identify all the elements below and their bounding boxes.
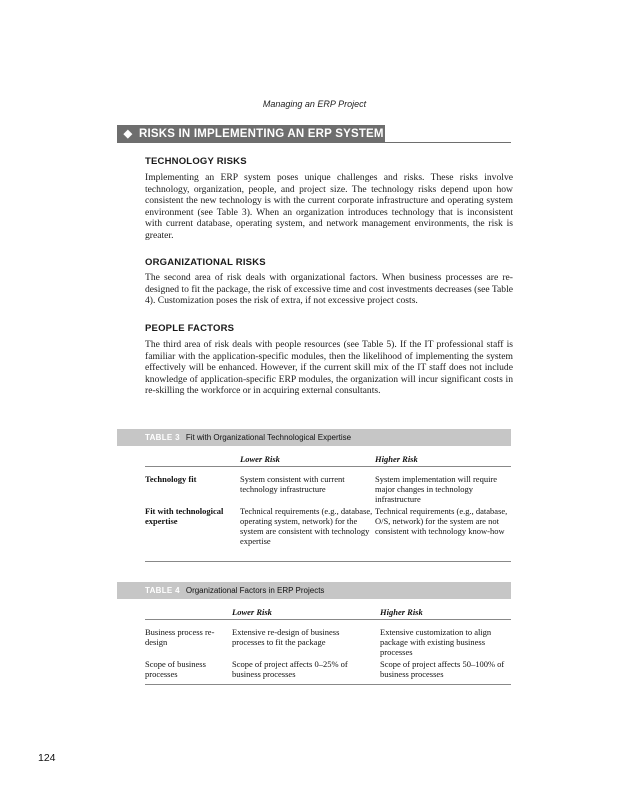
table3-row2-factor: Fit with technological expertise	[145, 506, 224, 526]
table3-caption-bar	[117, 429, 511, 446]
table4-row2-factor: Scope of business processes	[145, 659, 206, 679]
section-banner	[117, 125, 385, 143]
section-banner-rule	[117, 142, 511, 143]
table3-bottom-rule	[145, 561, 511, 562]
heading-technology-risks: TECHNOLOGY RISKS	[145, 156, 247, 167]
page-number: 124	[38, 752, 56, 764]
table4-row1-higher: Extensive customization to align package with existing business processes	[380, 627, 492, 657]
heading-people-factors: PEOPLE FACTORS	[145, 323, 235, 334]
table3-col-lower: Lower Risk	[240, 454, 280, 464]
paragraph-technology-risks: Implementing an ERP system poses unique challenges and risks. These risks involve technology, organization, people, and project size. The technology risks depend upon how consistent the new technology is with the current corporate infrastructure and operating system environment (see Table 3). When an organization introduces technology that is inconsistent with current database, operating system, and network management environments, the risk is greater.	[145, 172, 513, 241]
table4-row1-factor: Business process re-design	[145, 627, 215, 647]
table4-title: Organizational Factors in ERP Projects	[185, 586, 325, 595]
table3-row2-lower: Technical requirements (e.g., database, operating system, network) for the system are consistent with technology expertise	[240, 506, 373, 546]
table3-row1-lower: System consistent with current technology infrastructure	[240, 474, 345, 494]
table4-col-higher: Higher Risk	[380, 607, 423, 617]
heading-organizational-risks: ORGANIZATIONAL RISKS	[145, 257, 266, 268]
table4-bottom-rule	[145, 684, 511, 685]
table3-row2-higher: Technical requirements (e.g., database, O/S, network) for the system are not consistent with technology know-how	[375, 506, 508, 536]
table4-row1-lower: Extensive re-design of business processes to fit the package	[232, 627, 340, 647]
table4-row2-higher: Scope of project affects 50–100% of business processes	[380, 659, 505, 679]
table3-row1-factor: Technology fit	[145, 474, 197, 484]
table3-row1-higher: System implementation will require major changes in technology infrastructure	[375, 474, 498, 504]
paragraph-people-factors: The third area of risk deals with people resources (see Table 5). If the IT professional staff is familiar with the application-specific modules, then the likelihood of implementing the system effectively will be enhanced. However, if the current skill mix of the IT staff does not include knowledge of application-specific ERP modules, the organization will incur significant costs in re-skilling the workforce or in acquiring external consultants.	[145, 339, 513, 396]
table3-header-rule	[145, 466, 511, 467]
diamond-bullet-icon: ◆	[123, 128, 133, 140]
table4-row2-lower: Scope of project affects 0–25% of business processes	[232, 659, 348, 679]
table4-caption-bar	[117, 582, 511, 599]
table4-col-lower: Lower Risk	[232, 607, 272, 617]
section-title: RISKS IN IMPLEMENTING AN ERP SYSTEM	[139, 128, 384, 140]
table3-title: Fit with Organizational Technological Expertise	[185, 433, 352, 442]
table4-header-rule	[145, 619, 511, 620]
paragraph-organizational-risks: The second area of risk deals with organizational factors. When business processes are re-designed to fit the package, the risk of excessive time and cost investments decreases (see Table 4). Customization poses the risk of extra, if not excessive project costs.	[145, 272, 513, 306]
running-head: Managing an ERP Project	[262, 99, 367, 109]
table3-col-higher: Higher Risk	[375, 454, 418, 464]
table3-label: TABLE 3	[145, 433, 180, 442]
table4-label: TABLE 4	[145, 586, 180, 595]
